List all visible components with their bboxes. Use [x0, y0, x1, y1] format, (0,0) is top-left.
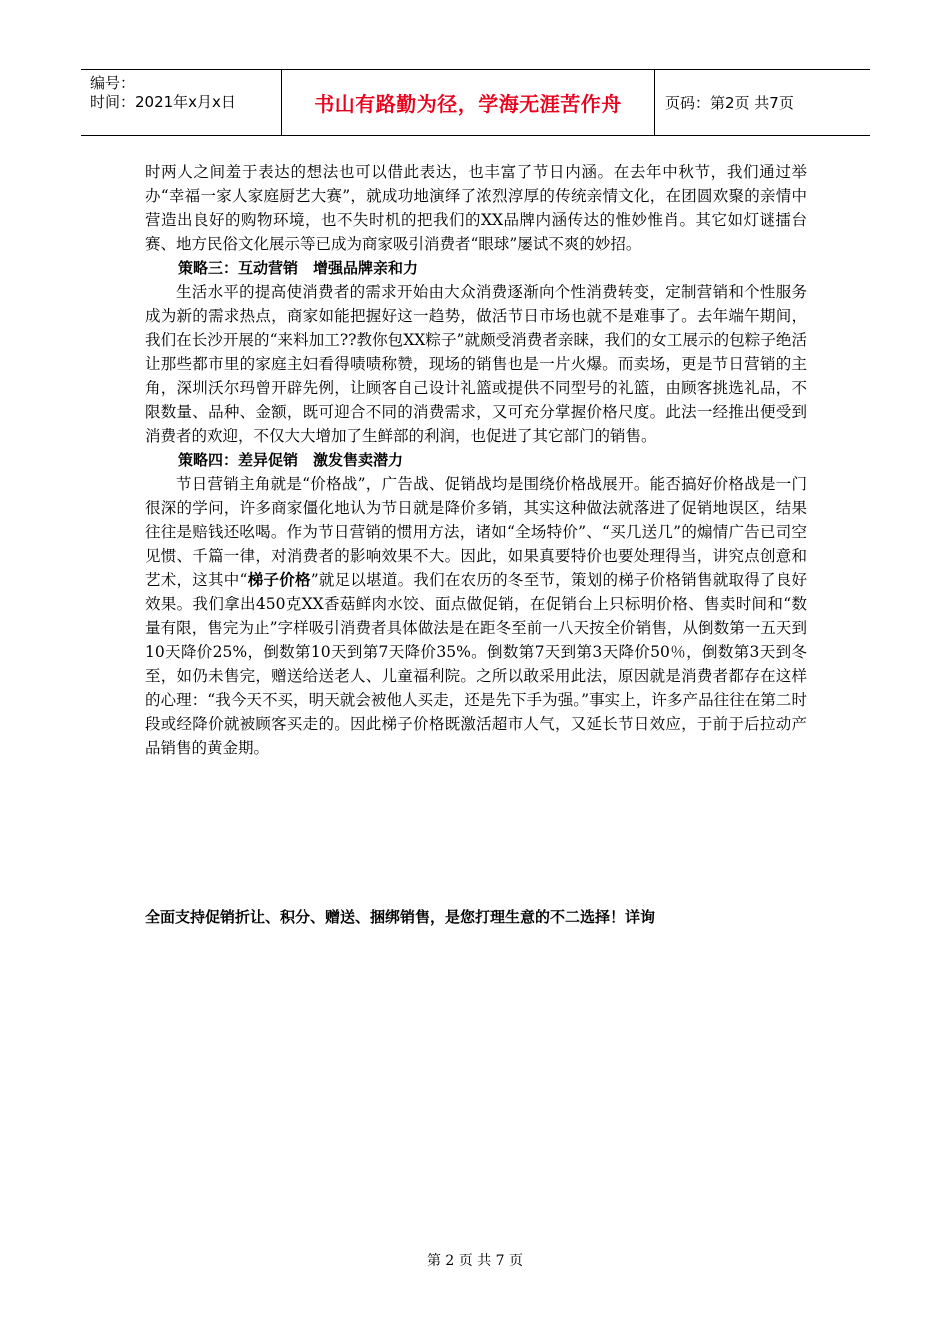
paragraph-strategy-4 [145, 472, 807, 760]
header-page-info: 页码：第2页 共7页 [665, 94, 794, 112]
page-footer: 第 2 页 共 7 页 [426, 1253, 524, 1269]
section-heading-strategy-3: 策略三：互动营销 增强品牌亲和力 [178, 259, 419, 277]
paragraph-text: ”就足以堪道。我们在农历的冬至节，策划的梯子价格销售就取得了良好效果。我们拿出450克XX香菇鲜肉水饺、面点做促销，在促销台上只标明价格、售卖时间和“数量有限，售完为止”字样吸引消费者具体做法是在距冬至前一八天按全价销售，从倒数第一五天到10天降价25%，倒数第10天到第7天降价35%。倒数第7天到第3天降价50％，倒数第3天到冬至，如仍未售完，赠送给送老人、儿童福利院。之所以敢采用此法，原因就是消费者都存在这样的心理：“我今天不买，明天就会被他人买走，还是先下手为强。”事实上，许多产品往往在第二时段或经降价就被顾客买走的。因此梯子价格既激活超市人气，又延长节日效应，于前于后拉动产品销售的黄金期。 [145, 571, 807, 757]
document-body [145, 160, 807, 760]
section-heading-strategy-4: 策略四：差异促销 激发售卖潜力 [178, 451, 404, 469]
document-date: 时间：2021年x月x日 [90, 93, 236, 111]
paragraph-strategy-3: 生活水平的提高使消费者的需求开始由大众消费逐渐向个性消费转变，定制营销和个性服务成为新的需求热点，商家如能把握好这一趋势，做活节日市场也就不是难事了。去年端午期间，我们在长沙开展的“来料加工??教你包XX粽子”就颇受消费者亲睐，我们的女工展示的包粽子绝活让那些都市里的家庭主妇看得啧啧称赞，现场的销售也是一片火爆。而卖场，更是节日营销的主角，深圳沃尔玛曾开辟先例，让顾客自己设计礼篮或提供不同型号的礼篮，由顾客挑选礼品，不限数量、品种、金额，既可迎合不同的消费需求，又可充分掌握价格尺度。此法一经推出便受到消费者的欢迎，不仅大大增加了生鲜部的利润，也促进了其它部门的销售。 [145, 283, 807, 445]
header-motto: 书山有路勤为径，学海无涯苦作舟 [282, 70, 655, 135]
promo-line: 全面支持促销折让、积分、赠送、捆绑销售，是您打理生意的不二选择！详询 [145, 908, 656, 926]
document-number-label: 编号： [90, 74, 136, 92]
header-meta [81, 70, 282, 135]
paragraph-text: 节日营销主角就是“价格战”，广告战、促销战均是围绕价格战展开。能否搞好价格战是一门很深的学问，许多商家僵化地认为节日就是降价多销，其实这种做法就落进了促销地误区，结果往往是赔钱还吆喝。作为节日营销的惯用方法，诸如“全场特价”、“买几送几”的煽情广告已司空见惯、千篇一律，对消费者的影响效果不大。因此，如果真要特价也要处理得当，讲究点创意和艺术，这其中“ [145, 475, 807, 589]
paragraph-continuation: 时两人之间羞于表达的想法也可以借此表达，也丰富了节日内涵。在去年中秋节，我们通过举办“幸福一家人家庭厨艺大赛”，就成功地演绎了浓烈淳厚的传统亲情文化，在团圆欢聚的亲情中营造出良好的购物环境，也不失时机的把我们的XX品牌内涵传达的惟妙惟肖。其它如灯谜擂台赛、地方民俗文化展示等已成为商家吸引消费者“眼球”屡试不爽的妙招。 [145, 163, 807, 253]
emphasis-ladder-price: 梯子价格 [247, 571, 311, 589]
page-header [81, 69, 870, 136]
